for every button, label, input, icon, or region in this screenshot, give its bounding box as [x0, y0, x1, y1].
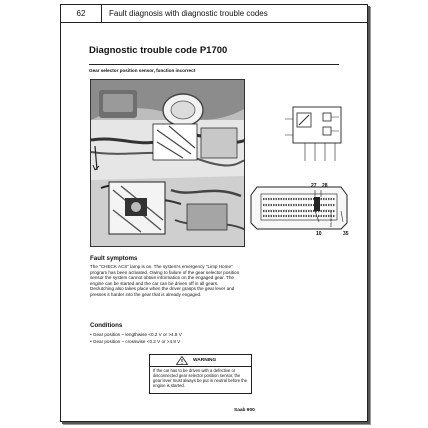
condition-crosswise: • Gear position – crosswise <0.2 V or >4.8 V [90, 339, 181, 344]
fault-symptoms-heading: Fault symptoms [90, 255, 138, 262]
warning-header [150, 355, 251, 367]
dtc-title: Diagnostic trouble code P1700 [89, 45, 228, 56]
pin-label-28: 28 [322, 183, 328, 189]
wiring-diagram [249, 79, 351, 247]
header-title: Fault diagnosis with diagnostic trouble codes [109, 9, 268, 18]
figure-id: B4H11H7047 [329, 210, 333, 227]
warning-triangle-icon [176, 356, 188, 365]
title-divider [89, 64, 339, 65]
engine-bay-illustration [91, 80, 245, 247]
page-footer: Saab 900 [234, 408, 255, 413]
manual-page [60, 4, 368, 422]
engine-bay-photo [90, 79, 245, 247]
page-number: 62 [61, 5, 102, 22]
fault-symptoms-text: The "CHECK ACS" lamp is on. The system's emergency "Limp Home" program has been activated. Owing to failure of the gear selector position sensor the system cannot obtain information on the engaged gear. The engine can be started and the car can be driven off in all gears. Declutching also takes place when the driver grasps the gear lever and presses it harder into the gear that is already engaged. [90, 264, 240, 297]
conditions-heading: Conditions [90, 322, 123, 329]
warning-text: If the car has to be driven with a defective or disconnected gear selector position sensor, the gear lever must always be put in neutral before the engine is started. [153, 368, 248, 389]
pin-label-35: 35 [343, 231, 349, 237]
page-header [61, 5, 367, 23]
wiring-diagram-svg [249, 79, 351, 247]
pin-label-27: 27 [311, 183, 317, 189]
warning-label: WARNING [193, 358, 217, 363]
pin-label-10: 10 [316, 231, 322, 237]
condition-lengthwise: • Gear position – lengthwise <0.2 V or >4.8 V [90, 332, 182, 337]
dtc-subtitle: Gear selector position sensor, function incorrect [89, 68, 196, 73]
warning-box [149, 354, 252, 394]
